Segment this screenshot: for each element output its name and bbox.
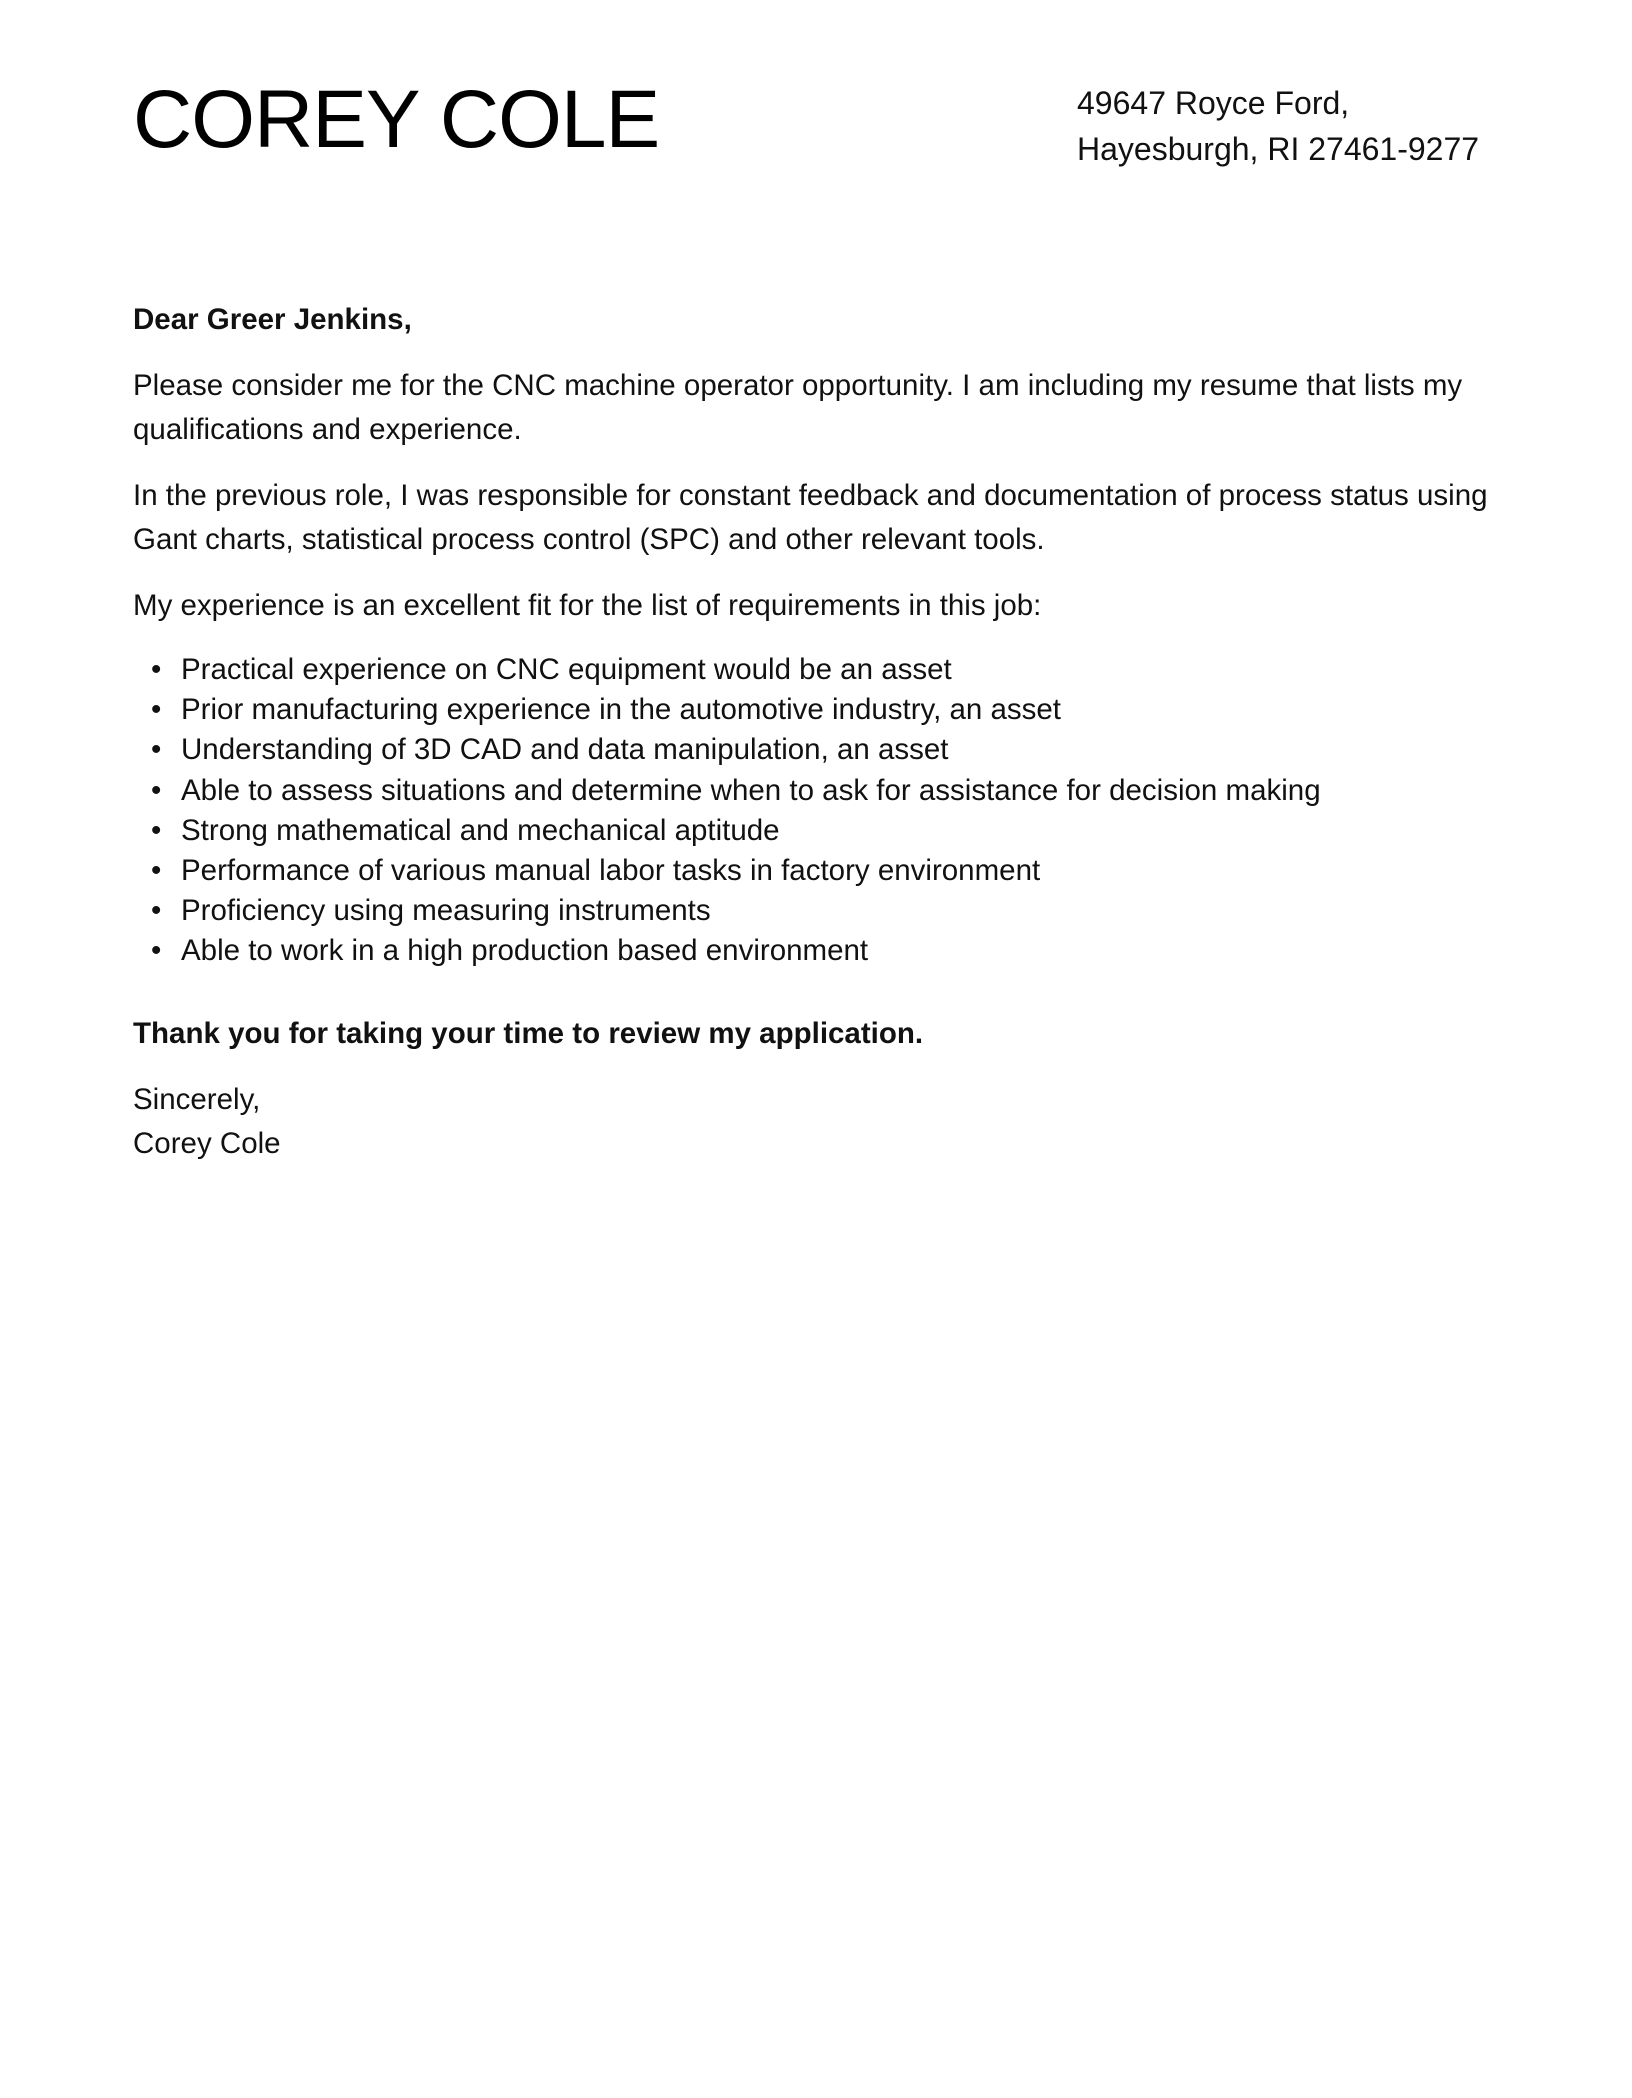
list-item [151, 690, 1503, 730]
list-item [151, 891, 1503, 931]
list-item-text: Proficiency using measuring instruments [181, 894, 711, 928]
address-line-2: Hayesburgh, RI 27461-9277 [1077, 131, 1480, 167]
list-item-text: Strong mathematical and mechanical aptitude [181, 813, 780, 847]
list-item-text: Practical experience on CNC equipment would be an asset [181, 653, 952, 686]
bullet-icon: • [151, 653, 162, 686]
closing-line: Thank you for taking your time to review my application. [133, 1016, 924, 1050]
applicant-name: COREY COLE [133, 74, 660, 165]
bullet-icon: • [151, 854, 162, 888]
list-item-text: Performance of various manual labor tasks in factory environment [181, 854, 1041, 888]
applicant-address [1077, 80, 1479, 172]
list-item [151, 730, 1503, 770]
bullet-icon: • [151, 693, 162, 727]
list-item [151, 931, 1503, 971]
signoff-block [133, 1078, 1503, 1166]
paragraph-intro: Please consider me for the CNC machine operator opportunity. I am including my resume that lists my qualifications and experience. [133, 369, 1463, 446]
bullet-icon: • [151, 934, 162, 968]
list-item-text: Prior manufacturing experience in the automotive industry, an asset [181, 693, 1062, 727]
bullet-icon: • [151, 894, 162, 928]
address-line-1: 49647 Royce Ford, [1077, 85, 1350, 121]
bullet-icon: • [151, 733, 162, 767]
bullet-icon: • [151, 813, 162, 847]
letter-body [133, 298, 1503, 1166]
list-item-text: Able to assess situations and determine when to ask for assistance for decision making [181, 773, 1321, 807]
bullet-icon: • [151, 773, 162, 807]
list-item-text: Understanding of 3D CAD and data manipulation, an asset [181, 733, 949, 767]
list-item [151, 650, 1503, 690]
list-item-text: Able to work in a high production based environment [181, 934, 869, 968]
list-item [151, 851, 1503, 891]
list-item [151, 811, 1503, 851]
paragraph-previous-role: In the previous role, I was responsible for constant feedback and documentation of process status using Gant charts, statistical process control (SPC) and other relevant tools. [133, 479, 1488, 556]
salutation: Dear Greer Jenkins, [133, 303, 412, 336]
requirements-list [133, 650, 1503, 972]
signature-name: Corey Cole [133, 1126, 281, 1160]
paragraph-requirements-intro: My experience is an excellent fit for the list of requirements in this job: [133, 589, 1042, 622]
signoff: Sincerely, [133, 1082, 261, 1116]
list-item [151, 771, 1503, 811]
